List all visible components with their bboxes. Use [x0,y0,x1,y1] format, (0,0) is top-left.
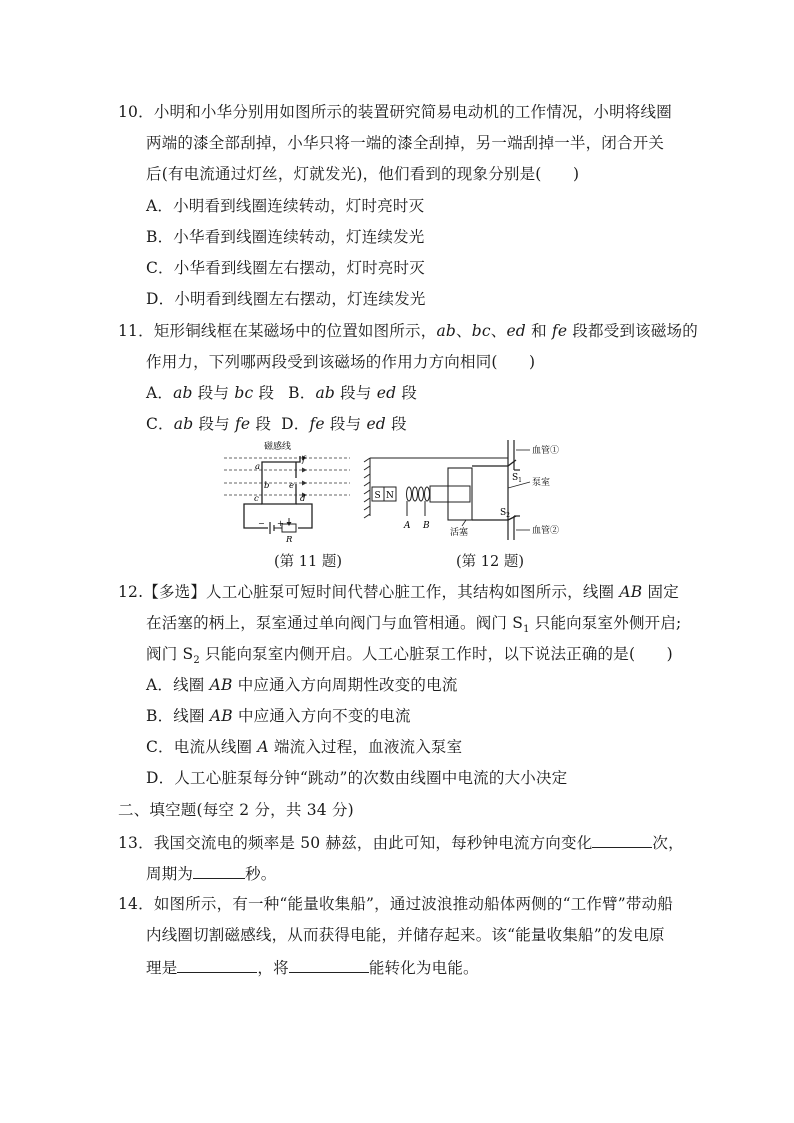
fig11-label-b: b [264,481,270,491]
q10-option-c: C．小华看到线圈左右摆动，灯时亮时灭 [146,259,425,277]
svg-text:+: + [277,519,284,528]
q14-line-2: 内线圈切割磁感线，从而获得电能，并储存起来。该“能量收集船”的发电原 [146,926,665,944]
q10-option-b: B．小华看到线圈连续转动，灯连续发光 [146,228,425,246]
q12-option-d: D．人工心脏泵每分钟“跳动”的次数由线圈中电流的大小决定 [146,769,568,787]
figure-12-caption: (第 12 题) [456,554,524,570]
q10-line-3: 后(有电流通过灯丝，灯就发光)，他们看到的现象分别是( ) [146,165,580,183]
fig11-label-a: a [255,462,261,472]
fig11-label-c: c [254,494,259,504]
fig12-valve-S1: $S_1$ [512,473,522,484]
q10-option-a: A．小明看到线圈连续转动，灯时亮时灭 [146,197,425,215]
q12-line-3: 阀门 $S_2$ 只能向泵室内侧开启。人工心脏泵工作时，以下说法正确的是( ) [146,645,673,667]
fig11-label-R: R [286,535,293,544]
fig12-valve-S2: $S_2$ [500,508,510,519]
q10-line-2: 两端的漆全部刮掉，小华只将一端的漆全刮掉，另一端刮掉一半，闭合开关 [146,134,665,152]
fig12-magnet-N: N [386,491,394,501]
fig12-vessel-2: 血管② [532,526,560,536]
q10-line-1: 10．小明和小华分别用如图所示的装置研究简易电动机的工作情况，小明将线圈 [118,103,672,121]
q14-blank-1[interactable] [177,956,257,973]
q13-line-1: 13．我国交流电的频率是 50 赫兹，由此可知，每秒钟电流方向变化 次， [118,831,684,853]
q11-line-2: 作用力，下列哪两段受到该磁场的作用力方向相同( ) [146,353,536,371]
q11-options-cd: C．ab 段与 fe 段 D．fe 段与 ed 段 [146,415,407,433]
fig12-label-B: B [423,521,430,531]
q13-blank-1[interactable] [592,831,652,848]
fig12-label-A: A [404,521,411,531]
figure-11-caption: (第 11 题) [274,554,342,570]
fig12-chamber-label: 泵室 [532,478,551,488]
q12-option-c: C．电流从线圈 A 端流入过程，血液流入泵室 [146,738,463,756]
q13-line-2: 周期为 秒。 [146,862,277,884]
figure-12-heart-pump [362,436,582,544]
fig12-magnet-S: S [374,491,381,501]
q12-line-1: 12.【多选】人工心脏泵可短时间代替心脏工作，其结构如图所示，线圈 AB 固定 [118,583,679,601]
q12-option-b: B．线圈 AB 中应通入方向不变的电流 [146,707,411,725]
fig11-label-e: e [289,481,295,491]
figure-11-magnetic-field [222,438,354,544]
q12-option-a: A．线圈 AB 中应通入方向周期性改变的电流 [146,676,458,694]
q11-line-1: 11．矩形铜线框在某磁场中的位置如图所示，ab、bc、ed 和 fe 段都受到该磁场的 [118,322,698,340]
fig11-label-f: f [302,455,306,465]
q14-line-1: 14．如图所示，有一种“能量收集船”，通过波浪推动船体两侧的“工作臂”带动船 [118,895,674,913]
fig12-vessel-1: 血管① [532,446,560,456]
section-2-heading: 二、填空题(每空 2 分，共 34 分) [118,801,354,819]
q10-option-d: D．小明看到线圈左右摆动，灯连续发光 [146,290,426,308]
q13-blank-2[interactable] [193,862,245,879]
q11-options-ab: A．ab 段与 bc 段 B．ab 段与 ed 段 [146,384,418,402]
fig11-title: 磁感线 [264,442,292,452]
q14-blank-2[interactable] [289,956,369,973]
fig11-label-d: d [300,494,306,504]
q12-line-2: 在活塞的柄上，泵室通过单向阀门与血管相通。阀门 $S_1$ 只能向泵室外侧开启; [146,614,682,636]
fig12-piston-label: 活塞 [450,528,469,538]
q14-line-3: 理是 ，将 能转化为电能。 [146,956,479,978]
svg-text:−: − [258,519,265,528]
